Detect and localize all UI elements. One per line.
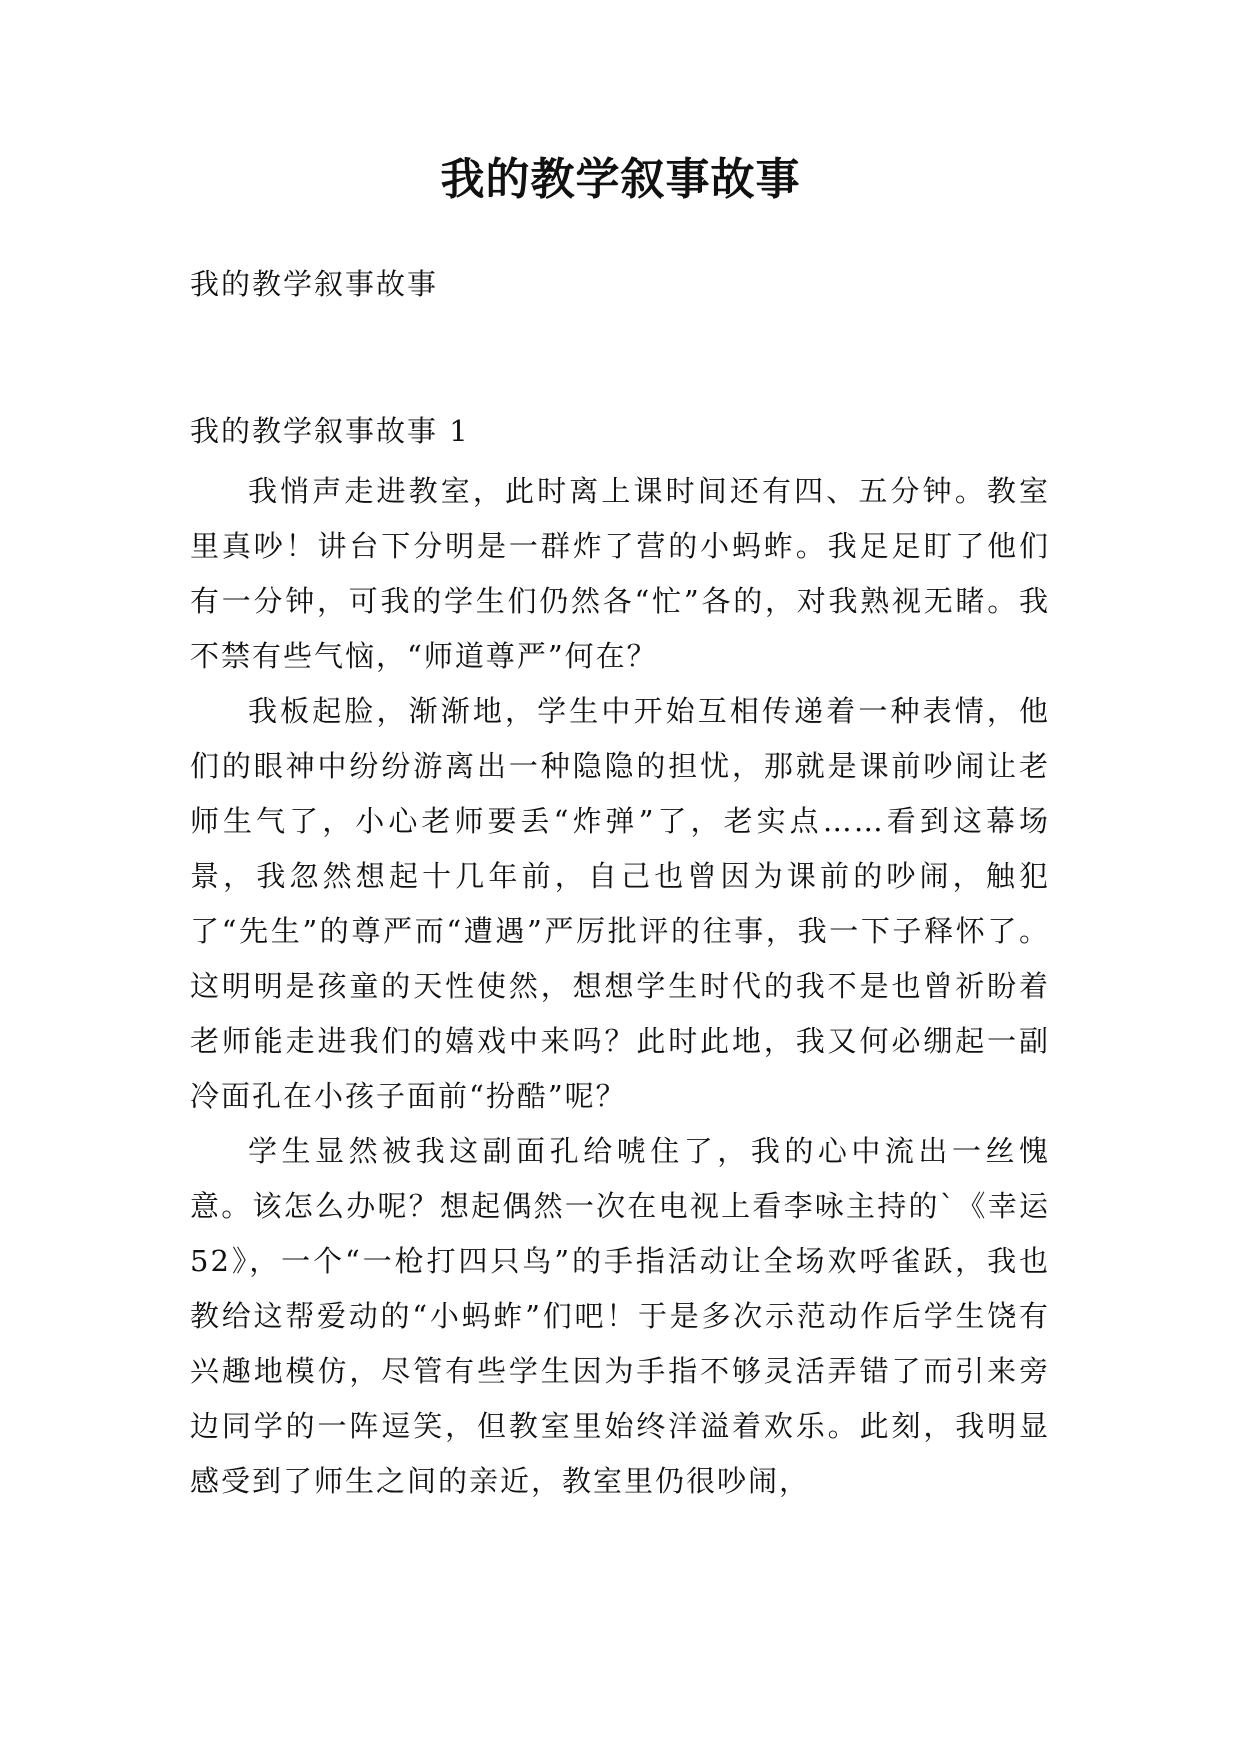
paragraph-1: 我悄声走进教室，此时离上课时间还有四、五分钟。教室里真吵！讲台下分明是一群炸了营的小蚂蚱。我足足盯了他们有一分钟，可我的学生们仍然各“忙”各的，对我熟视无睹。我不禁有些气恼，“师道尊严”何在？ <box>190 474 1050 673</box>
document-body <box>190 464 1050 1509</box>
paragraph-3: 学生显然被我这副面孔给唬住了，我的心中流出一丝愧意。该怎么办呢？想起偶然一次在电视上看李咏主持的`《幸运 52》，一个“一枪打四只鸟”的手指活动让全场欢呼雀跃，我也教给这帮爱动的“小蚂蚱”们吧！于是多次示范动作后学生饶有兴趣地模仿，尽管有些学生因为手指不够灵活弄错了而引来旁边同学的一阵逗笑，但教室里始终洋溢着欢乐。此刻，我明显感受到了师生之间的亲近，教室里仍很吵闹， <box>190 1134 1050 1498</box>
section-heading: 我的教学叙事故事 1 <box>190 414 470 448</box>
paragraph-2: 我板起脸，渐渐地，学生中开始互相传递着一种表情，他们的眼神中纷纷游离出一种隐隐的担忧，那就是课前吵闹让老师生气了，小心老师要丢“炸弹”了，老实点……看到这幕场景，我忽然想起十几年前，自己也曾因为课前的吵闹，触犯了“先生”的尊严而“遭遇”严厉批评的往事，我一下子释怀了。这明明是孩童的天性使然，想想学生时代的我不是也曾祈盼着老师能走进我们的嬉戏中来吗？此时此地，我又何必绷起一副冷面孔在小孩子面前“扮酷”呢？ <box>190 694 1050 1113</box>
document-subtitle: 我的教学叙事故事 <box>190 267 439 301</box>
document-title: 我的教学叙事故事 <box>440 154 801 205</box>
